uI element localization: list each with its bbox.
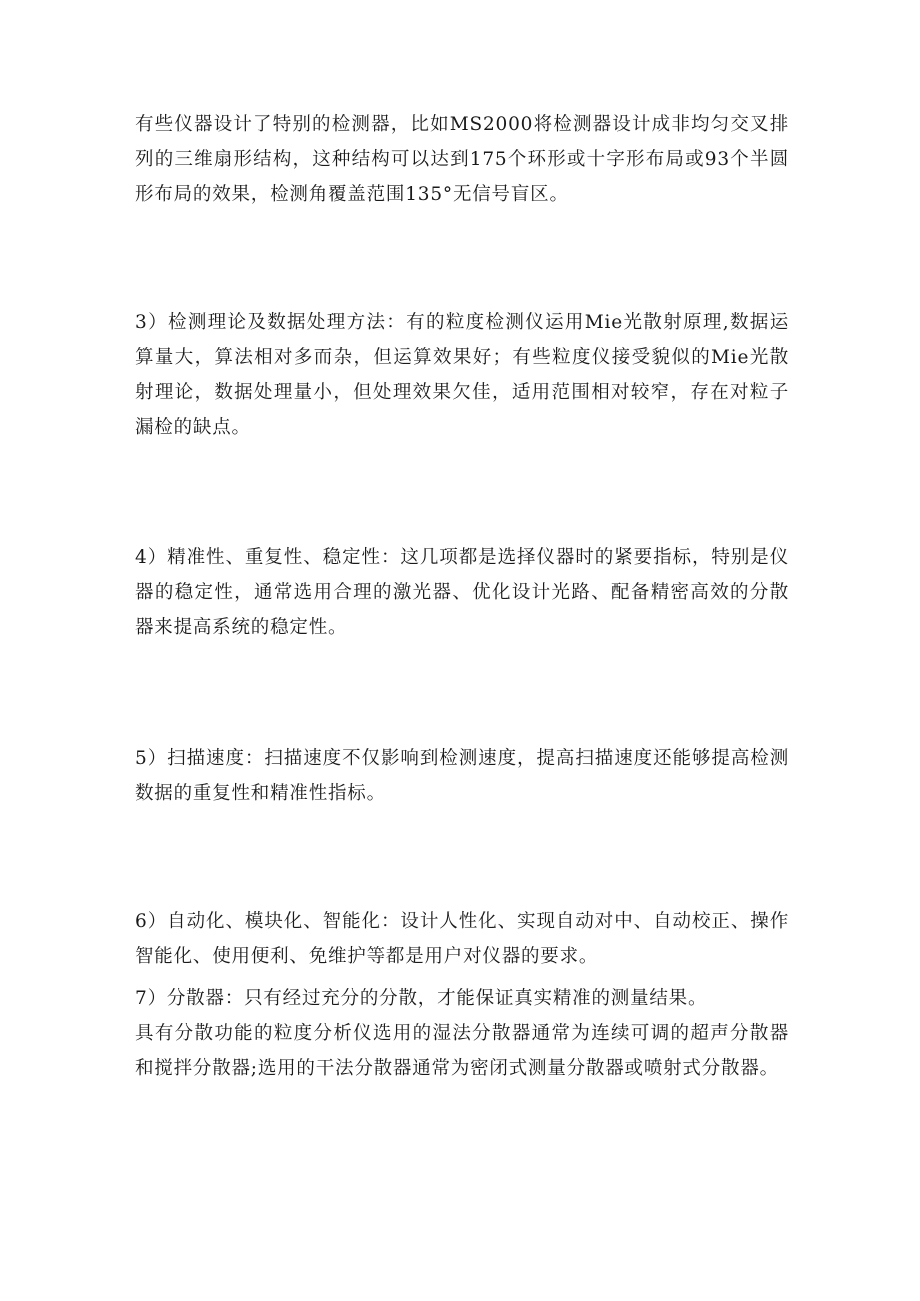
paragraph-detector-design: 有些仪器设计了特别的检测器，比如MS2000将检测器设计成非均匀交叉排列的三维扇形结构，这种结构可以达到175个环形或十字形布局或93个半圆形布局的效果，检测角覆盖范围135°无信号盲区。 (135, 114, 789, 205)
paragraph-automation: 6）自动化、模块化、智能化：设计人性化、实现自动对中、自动校正、操作智能化、使用便利、免维护等都是用户对仪器的要求。 (135, 911, 789, 967)
paragraph-accuracy-stability: 4）精准性、重复性、稳定性：这几项都是选择仪器时的紧要指标，特别是仪器的稳定性，通常选用合理的激光器、优化设计光路、配备精密高效的分散器来提高系统的稳定性。 (135, 547, 789, 638)
paragraph-theory-data-processing: 3）检测理论及数据处理方法：有的粒度检测仪运用Mie光散射原理,数据运算量大，算法相对多而杂，但运算效果好；有些粒度仪接受貌似的Mie光散射理论，数据处理量小，但处理效果欠佳，适用范围相对较窄，存在对粒子漏检的缺点。 (135, 312, 789, 438)
paragraph-disperser-types: 具有分散功能的粒度分析仪选用的湿法分散器通常为连续可调的超声分散器和搅拌分散器;选用的干法分散器通常为密闭式测量分散器或喷射式分散器。 (135, 1023, 789, 1079)
paragraph-disperser: 7）分散器：只有经过充分的分散，才能保证真实精准的测量结果。 (135, 988, 708, 1009)
paragraph-scan-speed: 5）扫描速度：扫描速度不仅影响到检测速度，提高扫描速度还能够提高检测数据的重复性和精准性指标。 (135, 748, 789, 804)
